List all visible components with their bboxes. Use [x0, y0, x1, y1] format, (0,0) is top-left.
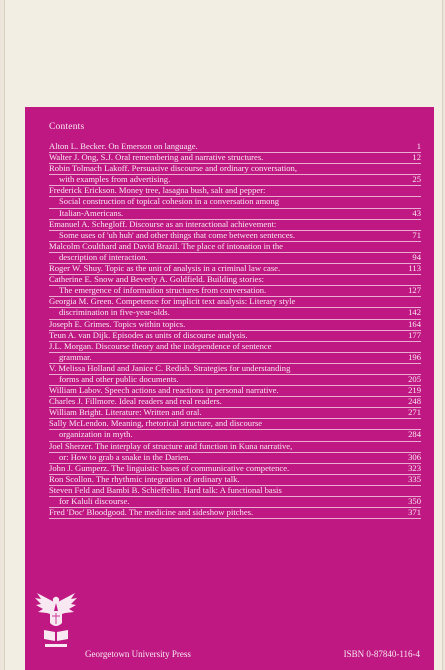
toc-entry-text: William Bright. Literature: Written and oral. — [49, 408, 202, 418]
toc-entry-text: Fred 'Doc' Bloodgood. The medicine and sideshow pitches. — [49, 508, 254, 518]
toc-page-number: 12 — [412, 153, 421, 163]
toc-entry — [49, 386, 421, 397]
toc-page-number: 71 — [412, 230, 421, 240]
toc-entry-text: forms and other public documents. — [59, 374, 179, 384]
toc-entry-text: Joel Sherzer. The interplay of structure and function in Kuna narrative, — [49, 441, 293, 451]
toc-entry — [49, 209, 421, 220]
toc-page-number: 25 — [412, 175, 421, 185]
toc-entry — [49, 220, 421, 231]
toc-entry-text: Georgia M. Green. Competence for implicit text analysis: Literary style — [49, 297, 296, 307]
toc-entry — [49, 320, 421, 331]
toc-entry — [49, 231, 421, 242]
toc-entry — [49, 186, 421, 197]
toc-page-number: 177 — [408, 330, 421, 340]
toc-entry — [49, 397, 421, 408]
toc-entry-text: Joseph E. Grimes. Topics within topics. — [49, 319, 186, 329]
toc-page-number: 271 — [408, 408, 421, 418]
toc-entry-text: grammar. — [59, 352, 92, 362]
toc-entry — [49, 486, 421, 497]
toc-entry — [49, 142, 421, 153]
toc-entry — [49, 275, 421, 286]
toc-entry-text: Ron Scollon. The rhythmic integration of ordinary talk. — [49, 474, 240, 484]
toc-entry — [49, 242, 421, 253]
toc-entry-text: Walter J. Ong, S.J. Oral remembering and narrative structures. — [49, 153, 264, 163]
toc-page-number: 284 — [408, 430, 421, 440]
toc-page-number: 94 — [412, 252, 421, 262]
toc-entry-text: Roger W. Shuy. Topic as the unit of analysis in a criminal law case. — [49, 264, 281, 274]
book-back-cover — [4, 0, 443, 670]
toc-entry-text: Emanuel A. Schegloff. Discourse as an interactional achievement: — [49, 219, 277, 229]
toc-page-number: 43 — [412, 208, 421, 218]
toc-entry — [49, 419, 421, 430]
toc-entry-text: discrimination in five-year-olds. — [59, 308, 170, 318]
toc-entry-text: Catherine E. Snow and Beverly A. Goldfield. Building stories: — [49, 275, 265, 285]
toc-page-number: 127 — [408, 286, 421, 296]
publisher-name: Georgetown University Press — [85, 649, 191, 659]
toc-entry-text: Charles J. Fillmore. Ideal readers and real readers. — [49, 397, 222, 407]
toc-entry-text: The emergence of information structures from conversation. — [59, 286, 267, 296]
toc-page-number: 350 — [408, 497, 421, 506]
toc-page-number: 248 — [408, 397, 421, 407]
toc-entry-text: Italian-Americans. — [59, 208, 124, 218]
toc-entry — [49, 408, 421, 419]
toc-entry-text: organization in myth. — [59, 430, 133, 440]
toc-entry-text: John J. Gumperz. The linguistic bases of communicative competence. — [49, 463, 290, 473]
toc-entry-text: Teun A. van Dijk. Episodes as units of discourse analysis. — [49, 330, 248, 340]
toc-entry-text: description of interaction. — [59, 252, 148, 262]
toc-entry-text: Alton L. Becker. On Emerson on language. — [49, 142, 198, 151]
toc-entry — [49, 464, 421, 475]
contents-heading: Contents — [49, 122, 85, 132]
toc-entry — [49, 353, 421, 364]
toc-entry-text: for Kaluli discourse. — [59, 497, 130, 506]
isbn-number: ISBN 0-87840-116-4 — [343, 649, 420, 659]
toc-entry — [49, 508, 421, 519]
toc-entry — [49, 375, 421, 386]
toc-entry — [49, 175, 421, 186]
toc-entry-text: Frederick Erickson. Money tree, lasagna bush, salt and pepper: — [49, 186, 266, 196]
toc-page-number: 306 — [408, 452, 421, 462]
table-of-contents — [49, 142, 421, 519]
toc-entry — [49, 331, 421, 342]
toc-entry — [49, 197, 421, 208]
toc-entry-text: Some uses of 'uh huh' and other things that come between sentences. — [59, 230, 296, 240]
toc-entry-text: Malcolm Coulthard and David Brazil. The place of intonation in the — [49, 241, 283, 251]
toc-entry-text: Robin Tolmach Lakoff. Persuasive discourse and ordinary conversation, — [49, 164, 298, 174]
toc-page-number: 323 — [408, 463, 421, 473]
toc-page-number: 113 — [408, 264, 421, 274]
toc-page-number: 205 — [408, 374, 421, 384]
toc-entry-text: William Labov. Speech actions and reactions in personal narrative. — [49, 386, 279, 396]
toc-entry — [49, 364, 421, 375]
toc-entry — [49, 475, 421, 486]
toc-entry-text: Steven Feld and Bambi B. Schieffelin. Hard talk: A functional basis — [49, 485, 282, 495]
toc-entry — [49, 442, 421, 453]
university-eagle-seal-icon — [33, 589, 79, 651]
toc-entry-text: Sally McLendon. Meaning, rhetorical structure, and discourse — [49, 419, 263, 429]
toc-entry — [49, 153, 421, 164]
toc-page-number: 142 — [408, 308, 421, 318]
toc-page-number: 335 — [408, 474, 421, 484]
toc-entry — [49, 164, 421, 175]
toc-entry — [49, 308, 421, 319]
toc-entry — [49, 286, 421, 297]
contents-panel — [25, 107, 434, 670]
toc-entry-text: or: How to grab a snake in the Darien. — [59, 452, 191, 462]
toc-entry-text: V. Melissa Holland and Janice C. Redish. Strategies for understanding — [49, 363, 291, 373]
toc-entry-text: with examples from advertising. — [59, 175, 171, 185]
toc-entry — [49, 497, 421, 508]
toc-entry-text: Social construction of topical cohesion in a conversation among — [59, 197, 280, 207]
toc-entry — [49, 297, 421, 308]
toc-entry — [49, 342, 421, 353]
toc-page-number: 219 — [408, 386, 421, 396]
toc-page-number: 1 — [416, 142, 421, 151]
toc-entry — [49, 453, 421, 464]
toc-entry — [49, 253, 421, 264]
toc-page-number: 164 — [408, 319, 421, 329]
toc-page-number: 196 — [408, 352, 421, 362]
toc-entry-text: J.L. Morgan. Discourse theory and the independence of sentence — [49, 341, 272, 351]
toc-entry — [49, 264, 421, 275]
toc-page-number: 371 — [408, 508, 421, 518]
toc-entry — [49, 430, 421, 441]
